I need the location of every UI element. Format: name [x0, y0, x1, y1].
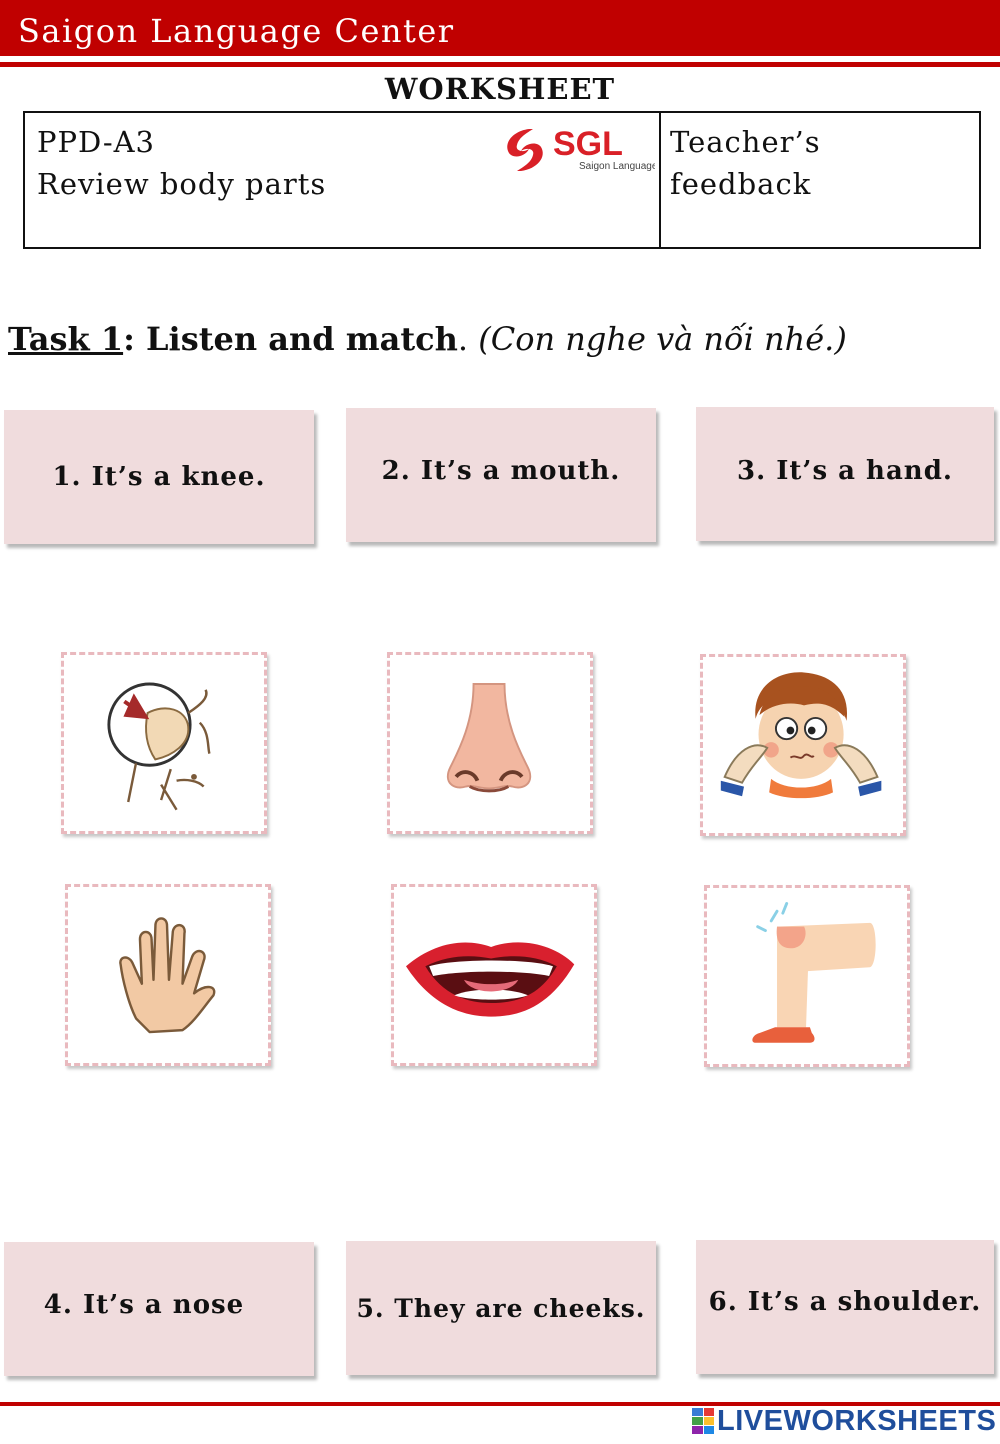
- picture-card-nose[interactable]: [387, 652, 593, 834]
- sentence-text: 1. It’s a knee.: [52, 462, 266, 492]
- nose-icon: [390, 655, 590, 831]
- feedback-line-2: feedback: [670, 167, 812, 201]
- header-title: Saigon Language Center: [18, 12, 455, 50]
- teacher-feedback: [670, 121, 821, 205]
- shoulder-icon: [64, 655, 264, 831]
- logo-brand: SGL: [553, 125, 623, 163]
- header-bar: [0, 0, 1000, 56]
- lesson-topic: Review body parts: [37, 167, 327, 201]
- worksheet-title: WORKSHEET: [384, 72, 616, 106]
- task-heading: [8, 320, 847, 358]
- info-left-cell: [25, 113, 661, 247]
- sentence-card-3[interactable]: [696, 407, 994, 541]
- cheeks-icon: [703, 657, 903, 833]
- task-period: .: [457, 320, 469, 358]
- sentence-text: 6. It’s a shoulder.: [708, 1287, 982, 1317]
- sentence-card-1[interactable]: [4, 410, 314, 544]
- picture-card-hand[interactable]: [65, 884, 271, 1066]
- sentence-card-2[interactable]: [346, 408, 656, 542]
- sentence-text: 2. It’s a mouth.: [381, 456, 621, 486]
- sentence-card-6[interactable]: [696, 1240, 994, 1374]
- sentence-card-4[interactable]: [4, 1242, 314, 1376]
- task-instruction-vi: (Con nghe và nối nhé.): [478, 320, 847, 358]
- liveworksheets-brand[interactable]: [692, 1404, 996, 1438]
- sentence-text: 4. It’s a nose: [43, 1290, 245, 1320]
- logo-subtitle: Saigon Language: [579, 161, 655, 172]
- header-divider: [0, 62, 1000, 67]
- picture-card-mouth[interactable]: [391, 884, 597, 1066]
- feedback-line-1: Teacher’s: [670, 125, 821, 159]
- sgl-logo: [495, 119, 655, 179]
- liveworksheets-icon: [692, 1408, 714, 1434]
- picture-card-shoulder[interactable]: [61, 652, 267, 834]
- picture-card-knee[interactable]: [704, 885, 910, 1067]
- hand-icon: [68, 887, 268, 1063]
- sentence-text: 5. They are cheeks.: [356, 1293, 646, 1323]
- info-table: [23, 111, 981, 249]
- sentence-card-5[interactable]: [346, 1241, 656, 1375]
- task-label: Task 1: [8, 320, 124, 358]
- mouth-icon: [394, 887, 594, 1063]
- info-lesson: [37, 121, 326, 205]
- picture-card-cheeks[interactable]: [700, 654, 906, 836]
- liveworksheets-label: LIVEWORKSHEETS: [717, 1404, 997, 1437]
- knee-icon: [707, 888, 907, 1064]
- task-title: : Listen and match: [123, 320, 458, 358]
- sentence-text: 3. It’s a hand.: [737, 456, 953, 486]
- lesson-code: PPD-A3: [37, 125, 156, 159]
